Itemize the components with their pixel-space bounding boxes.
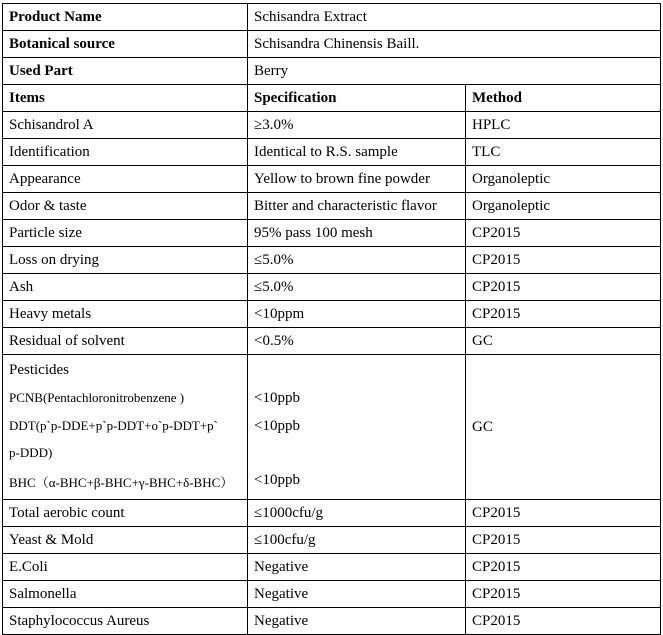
column-header-method: Method xyxy=(466,85,661,112)
table-row xyxy=(3,166,661,193)
pesticide-spec-pcnb: <10ppb xyxy=(254,390,300,406)
table-row xyxy=(3,554,661,581)
spec-cell: Negative xyxy=(248,608,466,635)
item-cell: Total aerobic count xyxy=(3,500,248,527)
method-cell: CP2015 xyxy=(466,554,661,581)
method-cell: CP2015 xyxy=(466,608,661,635)
item-cell: Yeast & Mold xyxy=(3,527,248,554)
item-cell: Ash xyxy=(3,274,248,301)
method-cell: CP2015 xyxy=(466,500,661,527)
method-cell: Organoleptic xyxy=(466,193,661,220)
pesticides-spec-cell xyxy=(248,355,466,500)
header-row-botanical-source xyxy=(3,31,661,58)
item-cell: Salmonella xyxy=(3,581,248,608)
table-row xyxy=(3,247,661,274)
column-header-specification: Specification xyxy=(248,85,466,112)
header-row-product-name xyxy=(3,4,661,31)
pesticides-row xyxy=(3,355,661,500)
table-row xyxy=(3,139,661,166)
method-cell: CP2015 xyxy=(466,527,661,554)
pesticide-spec-bhc: <10ppb xyxy=(254,472,300,488)
column-header-items: Items xyxy=(3,85,248,112)
pesticides-item-cell xyxy=(3,355,248,500)
method-cell: CP2015 xyxy=(466,581,661,608)
label-cell: Botanical source xyxy=(3,31,248,58)
table-row xyxy=(3,220,661,247)
value-cell: Berry xyxy=(248,58,661,85)
item-cell: Heavy metals xyxy=(3,301,248,328)
pesticide-line-ddt: DDT(p`p-DDE+p`p-DDT+o`p-DDT+p` xyxy=(9,418,218,433)
table-row xyxy=(3,274,661,301)
item-cell: Particle size xyxy=(3,220,248,247)
pesticide-spec-ddt: <10ppb xyxy=(254,418,300,434)
spec-cell: 95% pass 100 mesh xyxy=(248,220,466,247)
spec-cell: Negative xyxy=(248,554,466,581)
method-cell: CP2015 xyxy=(466,301,661,328)
method-cell: TLC xyxy=(466,139,661,166)
spec-cell: ≤5.0% xyxy=(248,274,466,301)
method-cell: CP2015 xyxy=(466,274,661,301)
pesticides-title: Pesticides xyxy=(9,362,69,378)
table-row xyxy=(3,112,661,139)
method-cell: GC xyxy=(466,328,661,355)
table-row xyxy=(3,500,661,527)
spec-cell: Yellow to brown fine powder xyxy=(248,166,466,193)
spec-cell: Identical to R.S. sample xyxy=(248,139,466,166)
item-cell: Residual of solvent xyxy=(3,328,248,355)
item-cell: Loss on drying xyxy=(3,247,248,274)
table-row xyxy=(3,527,661,554)
table-row xyxy=(3,581,661,608)
table-row xyxy=(3,301,661,328)
value-cell: Schisandra Chinensis Baill. xyxy=(248,31,661,58)
column-header-row xyxy=(3,85,661,112)
specification-table xyxy=(2,3,661,635)
header-row-used-part xyxy=(3,58,661,85)
item-cell: Odor & taste xyxy=(3,193,248,220)
pesticide-line-ddt-cont: p-DDD) xyxy=(9,445,53,460)
method-cell: HPLC xyxy=(466,112,661,139)
item-cell: Schisandrol A xyxy=(3,112,248,139)
method-cell: CP2015 xyxy=(466,220,661,247)
item-cell: Staphylococcus Aureus xyxy=(3,608,248,635)
method-cell: CP2015 xyxy=(466,247,661,274)
item-cell: Appearance xyxy=(3,166,248,193)
spec-cell: ≥3.0% xyxy=(248,112,466,139)
spec-cell: ≤5.0% xyxy=(248,247,466,274)
spec-cell: <10ppm xyxy=(248,301,466,328)
spec-sheet xyxy=(2,3,660,635)
label-cell: Used Part xyxy=(3,58,248,85)
table-row xyxy=(3,193,661,220)
pesticide-line-bhc: BHC（α-BHC+β-BHC+γ-BHC+δ-BHC） xyxy=(9,475,234,490)
method-cell: Organoleptic xyxy=(466,166,661,193)
value-cell: Schisandra Extract xyxy=(248,4,661,31)
pesticides-method-cell: GC xyxy=(466,355,661,500)
label-cell: Product Name xyxy=(3,4,248,31)
item-cell: Identification xyxy=(3,139,248,166)
table-row xyxy=(3,608,661,635)
spec-cell: Bitter and characteristic flavor xyxy=(248,193,466,220)
spec-cell: Negative xyxy=(248,581,466,608)
table-row xyxy=(3,328,661,355)
item-cell: E.Coli xyxy=(3,554,248,581)
spec-cell: ≤1000cfu/g xyxy=(248,500,466,527)
spec-cell: <0.5% xyxy=(248,328,466,355)
pesticide-line-pcnb: PCNB(Pentachloronitrobenzene ) xyxy=(9,390,185,405)
spec-cell: ≤100cfu/g xyxy=(248,527,466,554)
